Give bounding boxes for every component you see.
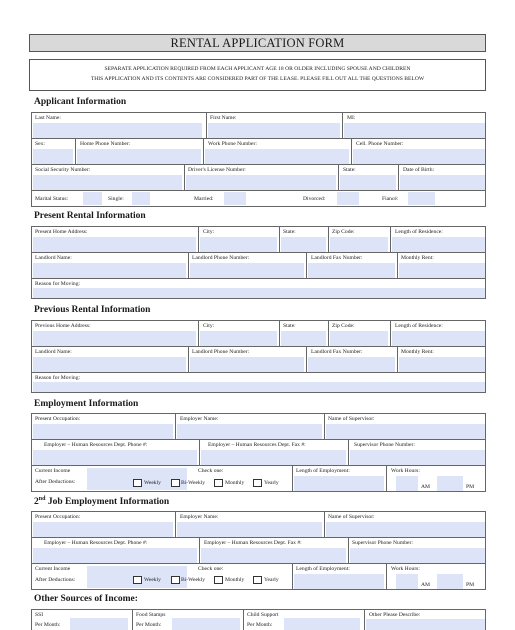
second-job-hr-fax-field[interactable] bbox=[201, 548, 346, 563]
sex-label: Sex: bbox=[35, 141, 45, 147]
supervisor-phone-field[interactable] bbox=[350, 450, 485, 465]
previous-reason-field[interactable] bbox=[33, 382, 485, 392]
previous-length-field[interactable] bbox=[392, 331, 485, 346]
fiance-label: Fiancé: bbox=[382, 196, 399, 202]
previous-rental-row-address bbox=[32, 321, 485, 347]
present-length-label: Length of Residence: bbox=[395, 229, 443, 235]
notice-box bbox=[29, 59, 486, 91]
state-field[interactable] bbox=[340, 175, 396, 190]
ssi-label: SSI bbox=[35, 612, 44, 618]
employment-row-2 bbox=[32, 440, 485, 466]
marital-status-field[interactable] bbox=[83, 192, 102, 205]
ssn-field[interactable] bbox=[33, 175, 182, 190]
ssi-field[interactable] bbox=[70, 618, 128, 630]
sex-field[interactable] bbox=[33, 149, 73, 164]
second-job-work-hours-label: Work Hours: bbox=[391, 566, 420, 572]
previous-rental-heading: Previous Rental Information bbox=[34, 305, 151, 315]
second-job-pm-label: PM bbox=[466, 582, 475, 588]
license-field[interactable] bbox=[186, 175, 336, 190]
employment-heading: Employment Information bbox=[34, 399, 139, 409]
other-income-section bbox=[31, 609, 486, 630]
employment-row-1 bbox=[32, 414, 485, 440]
previous-state-field[interactable] bbox=[281, 331, 326, 346]
previous-state-label: State: bbox=[283, 323, 296, 329]
present-state-field[interactable] bbox=[281, 237, 326, 252]
second-job-length-label: Length of Employment: bbox=[296, 566, 350, 572]
previous-rent-field[interactable] bbox=[399, 357, 485, 372]
previous-city-field[interactable] bbox=[200, 331, 277, 346]
present-address-label: Present Home Address: bbox=[35, 229, 88, 235]
child-support-field[interactable] bbox=[284, 618, 360, 630]
present-landlord-fax-label: Landlord Fax Number: bbox=[311, 255, 363, 261]
form-title: RENTAL APPLICATION FORM bbox=[29, 34, 486, 52]
food-stamps-per-month-label: Per Month: bbox=[136, 622, 162, 628]
second-job-biweekly-label: Bi-Weekly bbox=[181, 577, 206, 583]
current-income-label: Current Income bbox=[35, 468, 71, 474]
child-support-per-month-label: Per Month: bbox=[247, 622, 273, 628]
work-hours-pm-field[interactable] bbox=[437, 476, 463, 491]
second-job-biweekly-checkbox[interactable] bbox=[171, 576, 180, 584]
previous-rental-row-reason bbox=[32, 373, 485, 393]
am-label: AM bbox=[421, 484, 431, 490]
dob-label: Date of Birth: bbox=[403, 167, 435, 173]
second-job-work-hours-am-field[interactable] bbox=[396, 574, 418, 589]
weekly-checkbox[interactable] bbox=[133, 479, 142, 487]
ssn-label: Social Security Number: bbox=[35, 167, 91, 173]
previous-rental-row-landlord bbox=[32, 347, 485, 373]
notice-line-1: SEPARATE APPLICATION REQUIRED FROM EACH APPLICANT AGE 18 OR OLDER INCLUDING SPOUSE AND CHILDREN bbox=[104, 66, 411, 72]
present-landlord-phone-field[interactable] bbox=[190, 263, 304, 278]
previous-rent-label: Monthly Rent: bbox=[401, 349, 434, 355]
employment-length-label: Length of Employment: bbox=[296, 468, 350, 474]
present-state-label: State: bbox=[283, 229, 296, 235]
second-job-row-1 bbox=[32, 512, 485, 538]
cell-phone-label: Cell. Phone Number: bbox=[356, 141, 404, 147]
license-label: Driver's License Number: bbox=[188, 167, 246, 173]
previous-length-label: Length of Residence: bbox=[395, 323, 443, 329]
second-job-employer-name-field[interactable] bbox=[177, 522, 322, 537]
second-job-yearly-label: Yearly bbox=[264, 577, 279, 583]
previous-city-label: City: bbox=[203, 323, 215, 329]
single-label: Single: bbox=[108, 196, 124, 202]
second-job-heading bbox=[34, 496, 169, 507]
second-job-current-income-label: Current Income bbox=[35, 566, 71, 572]
married-field[interactable] bbox=[224, 192, 246, 205]
monthly-label: Monthly bbox=[225, 480, 245, 486]
second-job-hr-phone-label: Employer – Human Resources Dept. Phone #: bbox=[44, 540, 148, 546]
work-phone-field[interactable] bbox=[205, 149, 349, 164]
notice-line-2: THIS APPLICATION AND ITS CONTENTS ARE CONSIDERED PART OF THE LEASE. PLEASE FILL OUT ALL THE QUESTIONS BELOW bbox=[90, 76, 425, 82]
previous-zip-field[interactable] bbox=[330, 331, 388, 346]
home-phone-field[interactable] bbox=[77, 149, 201, 164]
present-landlord-fax-field[interactable] bbox=[308, 263, 395, 278]
first-name-label: First Name: bbox=[210, 115, 237, 121]
check-one-label: Check one: bbox=[198, 468, 224, 474]
dob-field[interactable] bbox=[400, 175, 485, 190]
monthly-checkbox[interactable] bbox=[214, 479, 223, 487]
present-rental-row-address bbox=[32, 227, 485, 253]
mi-field[interactable] bbox=[344, 123, 485, 138]
previous-address-field[interactable] bbox=[33, 331, 196, 346]
supervisor-name-label: Name of Supervisor: bbox=[328, 416, 375, 422]
present-landlord-name-field[interactable] bbox=[33, 263, 186, 278]
second-job-employer-name-label: Employer Name: bbox=[180, 514, 219, 520]
other-income-heading: Other Sources of Income: bbox=[34, 594, 138, 604]
previous-landlord-name-field[interactable] bbox=[33, 357, 186, 372]
second-job-supervisor-name-field[interactable] bbox=[326, 522, 485, 537]
last-name-label: Last Name: bbox=[35, 115, 61, 121]
previous-landlord-phone-field[interactable] bbox=[190, 357, 304, 372]
other-income-label: Other Please Describe: bbox=[369, 612, 421, 618]
present-address-field[interactable] bbox=[33, 237, 196, 252]
fiance-field[interactable] bbox=[408, 192, 435, 205]
second-job-heading-sup: nd bbox=[38, 496, 46, 502]
present-landlord-phone-label: Landlord Phone Number: bbox=[192, 255, 250, 261]
last-name-field[interactable] bbox=[33, 123, 202, 138]
second-job-row-3 bbox=[32, 564, 485, 590]
marital-status-label: Marital Status: bbox=[35, 196, 69, 202]
single-field[interactable] bbox=[132, 192, 150, 205]
occupation-label: Present Occupation: bbox=[35, 416, 81, 422]
pm-label: PM bbox=[466, 484, 475, 490]
present-reason-field[interactable] bbox=[33, 288, 485, 298]
second-job-after-deductions-label: After Deductions: bbox=[35, 577, 76, 583]
employment-row-3 bbox=[32, 466, 485, 492]
other-income-field[interactable] bbox=[366, 619, 485, 630]
ssi-per-month-label: Per Month: bbox=[35, 622, 61, 628]
work-phone-label: Work Phone Number: bbox=[208, 141, 257, 147]
mi-label: MI: bbox=[347, 115, 356, 121]
second-job-weekly-label: Weekly bbox=[144, 577, 161, 583]
applicant-heading: Applicant Information bbox=[34, 97, 127, 107]
present-reason-label: Reason for Moving: bbox=[35, 281, 81, 287]
present-zip-field[interactable] bbox=[330, 237, 388, 252]
second-job-work-hours-pm-field[interactable] bbox=[437, 574, 463, 589]
weekly-label: Weekly bbox=[144, 480, 161, 486]
hr-phone-field[interactable] bbox=[33, 450, 197, 465]
applicant-section bbox=[31, 112, 486, 207]
work-hours-am-field[interactable] bbox=[396, 476, 418, 491]
applicant-row-phones bbox=[32, 139, 485, 165]
home-phone-label: Home Phone Number: bbox=[80, 141, 131, 147]
state-label: State: bbox=[343, 167, 356, 173]
first-name-field[interactable] bbox=[208, 123, 340, 138]
yearly-label: Yearly bbox=[264, 480, 279, 486]
after-deductions-label: After Deductions: bbox=[35, 479, 76, 485]
second-job-check-one-label: Check one: bbox=[198, 566, 224, 572]
divorced-field[interactable] bbox=[337, 192, 359, 205]
hr-fax-field[interactable] bbox=[201, 450, 346, 465]
present-rent-field[interactable] bbox=[399, 263, 485, 278]
second-job-yearly-checkbox[interactable] bbox=[253, 576, 262, 584]
second-job-row-2 bbox=[32, 538, 485, 564]
second-job-am-label: AM bbox=[421, 582, 431, 588]
present-rental-row-reason bbox=[32, 279, 485, 299]
previous-address-label: Previous Home Address: bbox=[35, 323, 91, 329]
previous-rental-section bbox=[31, 320, 486, 393]
present-landlord-name-label: Landlord Name: bbox=[35, 255, 72, 261]
previous-landlord-fax-label: Landlord Fax Number: bbox=[311, 349, 363, 355]
biweekly-checkbox[interactable] bbox=[171, 479, 180, 487]
second-job-occupation-label: Present Occupation: bbox=[35, 514, 81, 520]
second-job-length-field[interactable] bbox=[294, 574, 384, 589]
present-rental-row-landlord bbox=[32, 253, 485, 279]
second-job-weekly-checkbox[interactable] bbox=[133, 576, 142, 584]
applicant-row-name bbox=[32, 113, 485, 139]
present-length-field[interactable] bbox=[392, 237, 485, 252]
yearly-checkbox[interactable] bbox=[253, 479, 262, 487]
second-job-supervisor-phone-label: Supervisor Phone Number: bbox=[352, 540, 413, 546]
applicant-row-marital bbox=[32, 191, 485, 207]
second-job-occupation-field[interactable] bbox=[33, 522, 173, 537]
second-job-supervisor-name-label: Name of Supervisor: bbox=[328, 514, 375, 520]
child-support-label: Child Support bbox=[247, 612, 279, 618]
present-rent-label: Monthly Rent: bbox=[401, 255, 434, 261]
supervisor-name-field[interactable] bbox=[326, 424, 485, 439]
occupation-field[interactable] bbox=[33, 424, 173, 439]
food-stamps-field[interactable] bbox=[172, 618, 240, 630]
second-job-heading-num: 2 bbox=[34, 497, 39, 508]
present-city-field[interactable] bbox=[200, 237, 277, 252]
hr-phone-label: Employer – Human Resources Dept. Phone #: bbox=[44, 442, 148, 448]
present-zip-label: Zip Code: bbox=[332, 229, 355, 235]
second-job-supervisor-phone-field[interactable] bbox=[350, 548, 485, 563]
present-rental-heading: Present Rental Information bbox=[34, 211, 146, 221]
cell-phone-field[interactable] bbox=[353, 149, 485, 164]
second-job-hr-fax-label: Employer – Human Resources Dept. Fax #: bbox=[204, 540, 302, 546]
second-job-heading-rest: Job Employment Information bbox=[45, 497, 170, 508]
second-job-monthly-label: Monthly bbox=[225, 577, 245, 583]
supervisor-phone-label: Supervisor Phone Number: bbox=[354, 442, 415, 448]
married-label: Married: bbox=[194, 196, 214, 202]
second-job-section bbox=[31, 511, 486, 590]
second-job-monthly-checkbox[interactable] bbox=[214, 576, 223, 584]
employment-length-field[interactable] bbox=[294, 476, 384, 491]
biweekly-label: Bi-Weekly bbox=[181, 480, 206, 486]
previous-zip-label: Zip Code: bbox=[332, 323, 355, 329]
applicant-row-ids bbox=[32, 165, 485, 191]
divorced-label: Divorced: bbox=[303, 196, 326, 202]
employment-section bbox=[31, 413, 486, 492]
previous-landlord-name-label: Landlord Name: bbox=[35, 349, 72, 355]
work-hours-label: Work Hours: bbox=[391, 468, 420, 474]
second-job-hr-phone-field[interactable] bbox=[33, 548, 197, 563]
hr-fax-label: Employer – Human Resources Dept. Fax #: bbox=[208, 442, 306, 448]
employer-name-field[interactable] bbox=[177, 424, 322, 439]
present-rental-section bbox=[31, 226, 486, 299]
previous-reason-label: Reason for Moving: bbox=[35, 375, 81, 381]
previous-landlord-fax-field[interactable] bbox=[308, 357, 395, 372]
employer-name-label: Employer Name: bbox=[180, 416, 219, 422]
previous-landlord-phone-label: Landlord Phone Number: bbox=[192, 349, 250, 355]
food-stamps-label: Food Stamps bbox=[136, 612, 166, 618]
present-city-label: City: bbox=[203, 229, 215, 235]
